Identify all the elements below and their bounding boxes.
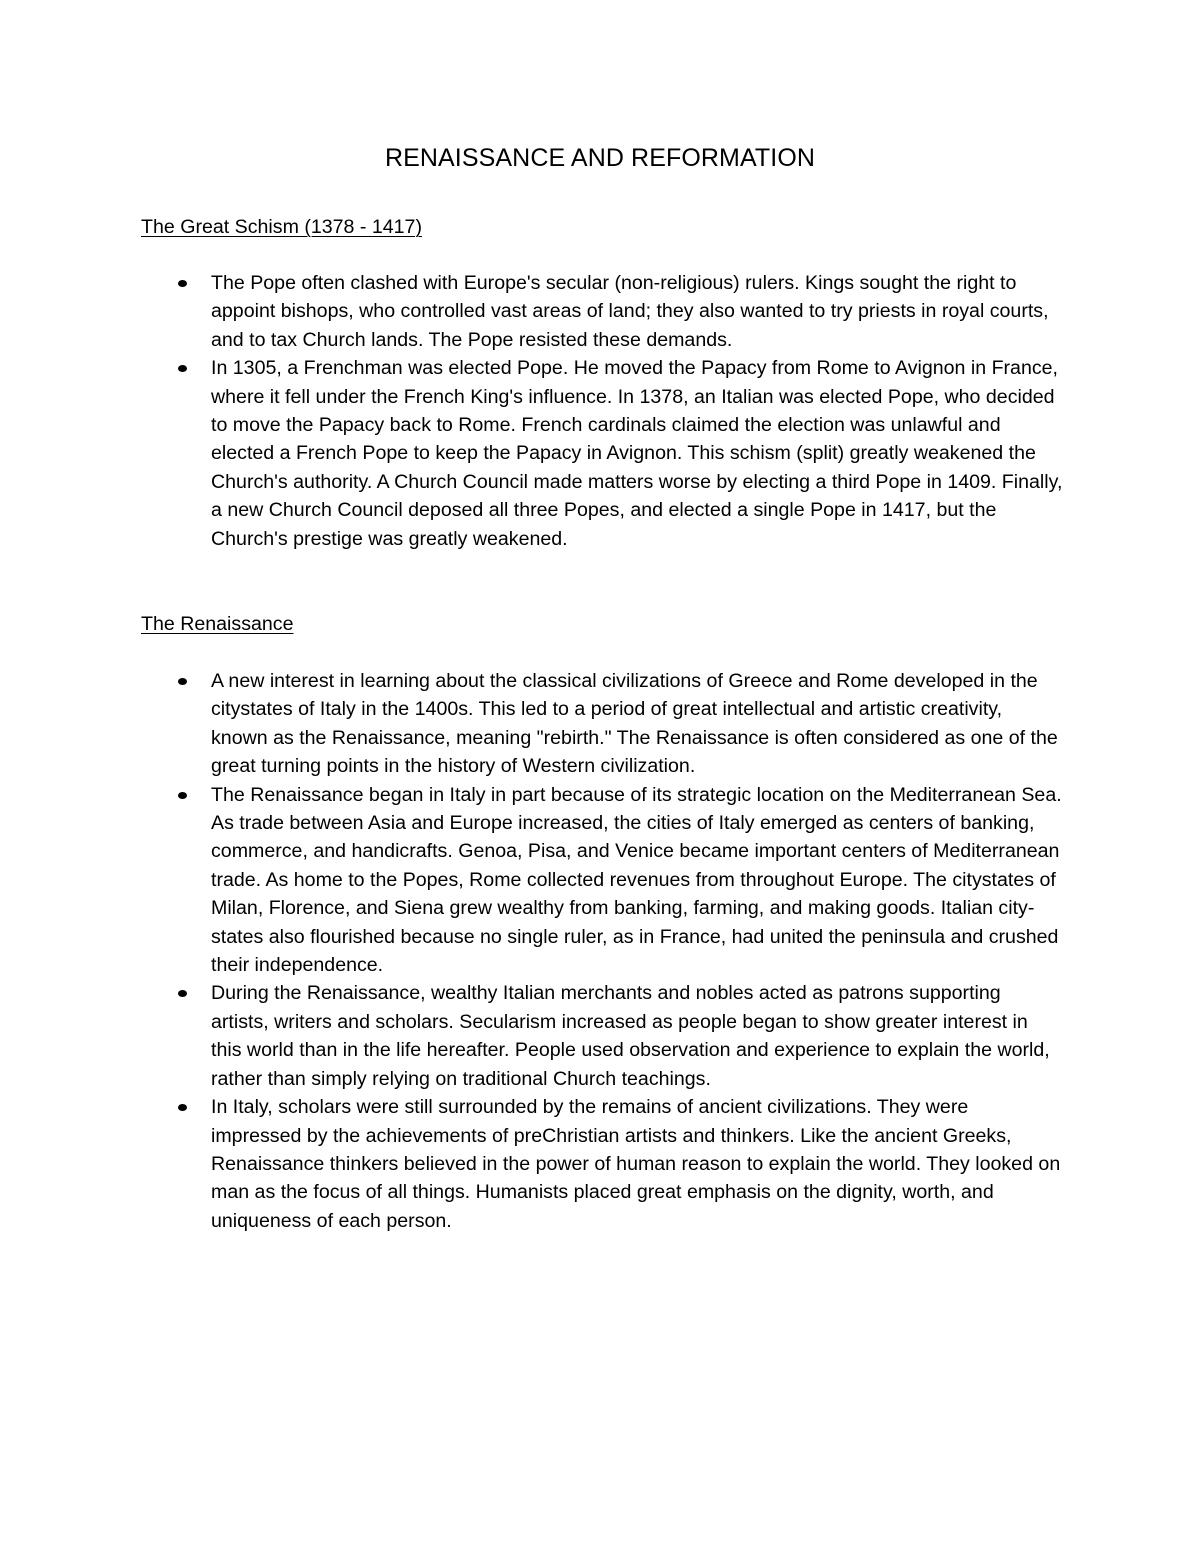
bullet-icon — [178, 792, 187, 799]
list-item-text: The Renaissance began in Italy in part because of its strategic location on the Mediterranean Sea. As trade between Asia and Europe increased, the cities of Italy emerged as centers of banking, commerce, and handicrafts. Genoa, Pisa, and Venice became important centers of Mediterranean trade. As home to the Popes, Rome collected revenues from throughout Europe. The citystates of Milan, Florence, and Siena grew wealthy from banking, farming, and making goods. Italian city-states also flourished because no single ruler, as in France, had united the peninsula and crushed their independence. — [211, 783, 1062, 977]
list-item — [211, 269, 1063, 354]
list-item-text: During the Renaissance, wealthy Italian merchants and nobles acted as patrons supporting artists, writers and scholars. Secularism increased as people began to show greater interest in this world than in the life hereafter. People used observation and experience to explain the world, rather than simply relying on traditional Church teachings. — [211, 982, 1050, 1090]
section-heading-great-schism: The Great Schism (1378 - 1417) — [141, 216, 422, 238]
bullet-icon — [178, 990, 187, 997]
document-title: RENAISSANCE AND REFORMATION — [384, 144, 816, 172]
bullet-list-renaissance — [211, 667, 1063, 1235]
section-heading-renaissance: The Renaissance — [141, 613, 294, 635]
list-item-text: In Italy, scholars were still surrounded by the remains of ancient civilizations. They were impressed by the achievements of preChristian artists and thinkers. Like the ancient Greeks, Renaissance thinkers believed in the power of human reason to explain the world. They looked on man as the focus of all things. Humanists placed great emphasis on the dignity, worth, and uniqueness of each person. — [211, 1096, 1061, 1232]
bullet-icon — [178, 280, 187, 287]
list-item — [211, 354, 1063, 553]
list-item-text: In 1305, a Frenchman was elected Pope. He moved the Papacy from Rome to Avignon in France, where it fell under the French King's influence. In 1378, an Italian was elected Pope, who decided to move the Papacy back to Rome. French cardinals claimed the election was unlawful and elected a French Pope to keep the Papacy in Avignon. This schism (split) greatly weakened the Church's authority. A Church Council made matters worse by electing a third Pope in 1409. Finally, a new Church Council deposed all three Popes, and elected a single Pope in 1417, but the Church's prestige was greatly weakened. — [211, 357, 1063, 550]
list-item — [211, 1093, 1063, 1235]
list-item-text: The Pope often clashed with Europe's secular (non-religious) rulers. Kings sought the right to appoint bishops, who controlled vast areas of land; they also wanted to try priests in royal courts, and to tax Church lands. The Pope resisted these demands. — [211, 272, 1049, 351]
list-item — [211, 979, 1063, 1093]
list-item — [211, 667, 1063, 781]
bullet-icon — [178, 365, 187, 372]
list-item-text: A new interest in learning about the classical civilizations of Greece and Rome developed in the citystates of Italy in the 1400s. This led to a period of great intellectual and artistic creativity, known as the Renaissance, meaning "rebirth." The Renaissance is often considered as one of the great turning points in the history of Western civilization. — [211, 670, 1058, 778]
bullet-icon — [178, 678, 187, 685]
list-item — [211, 781, 1063, 980]
bullet-list-great-schism — [211, 269, 1063, 553]
bullet-icon — [178, 1104, 187, 1111]
